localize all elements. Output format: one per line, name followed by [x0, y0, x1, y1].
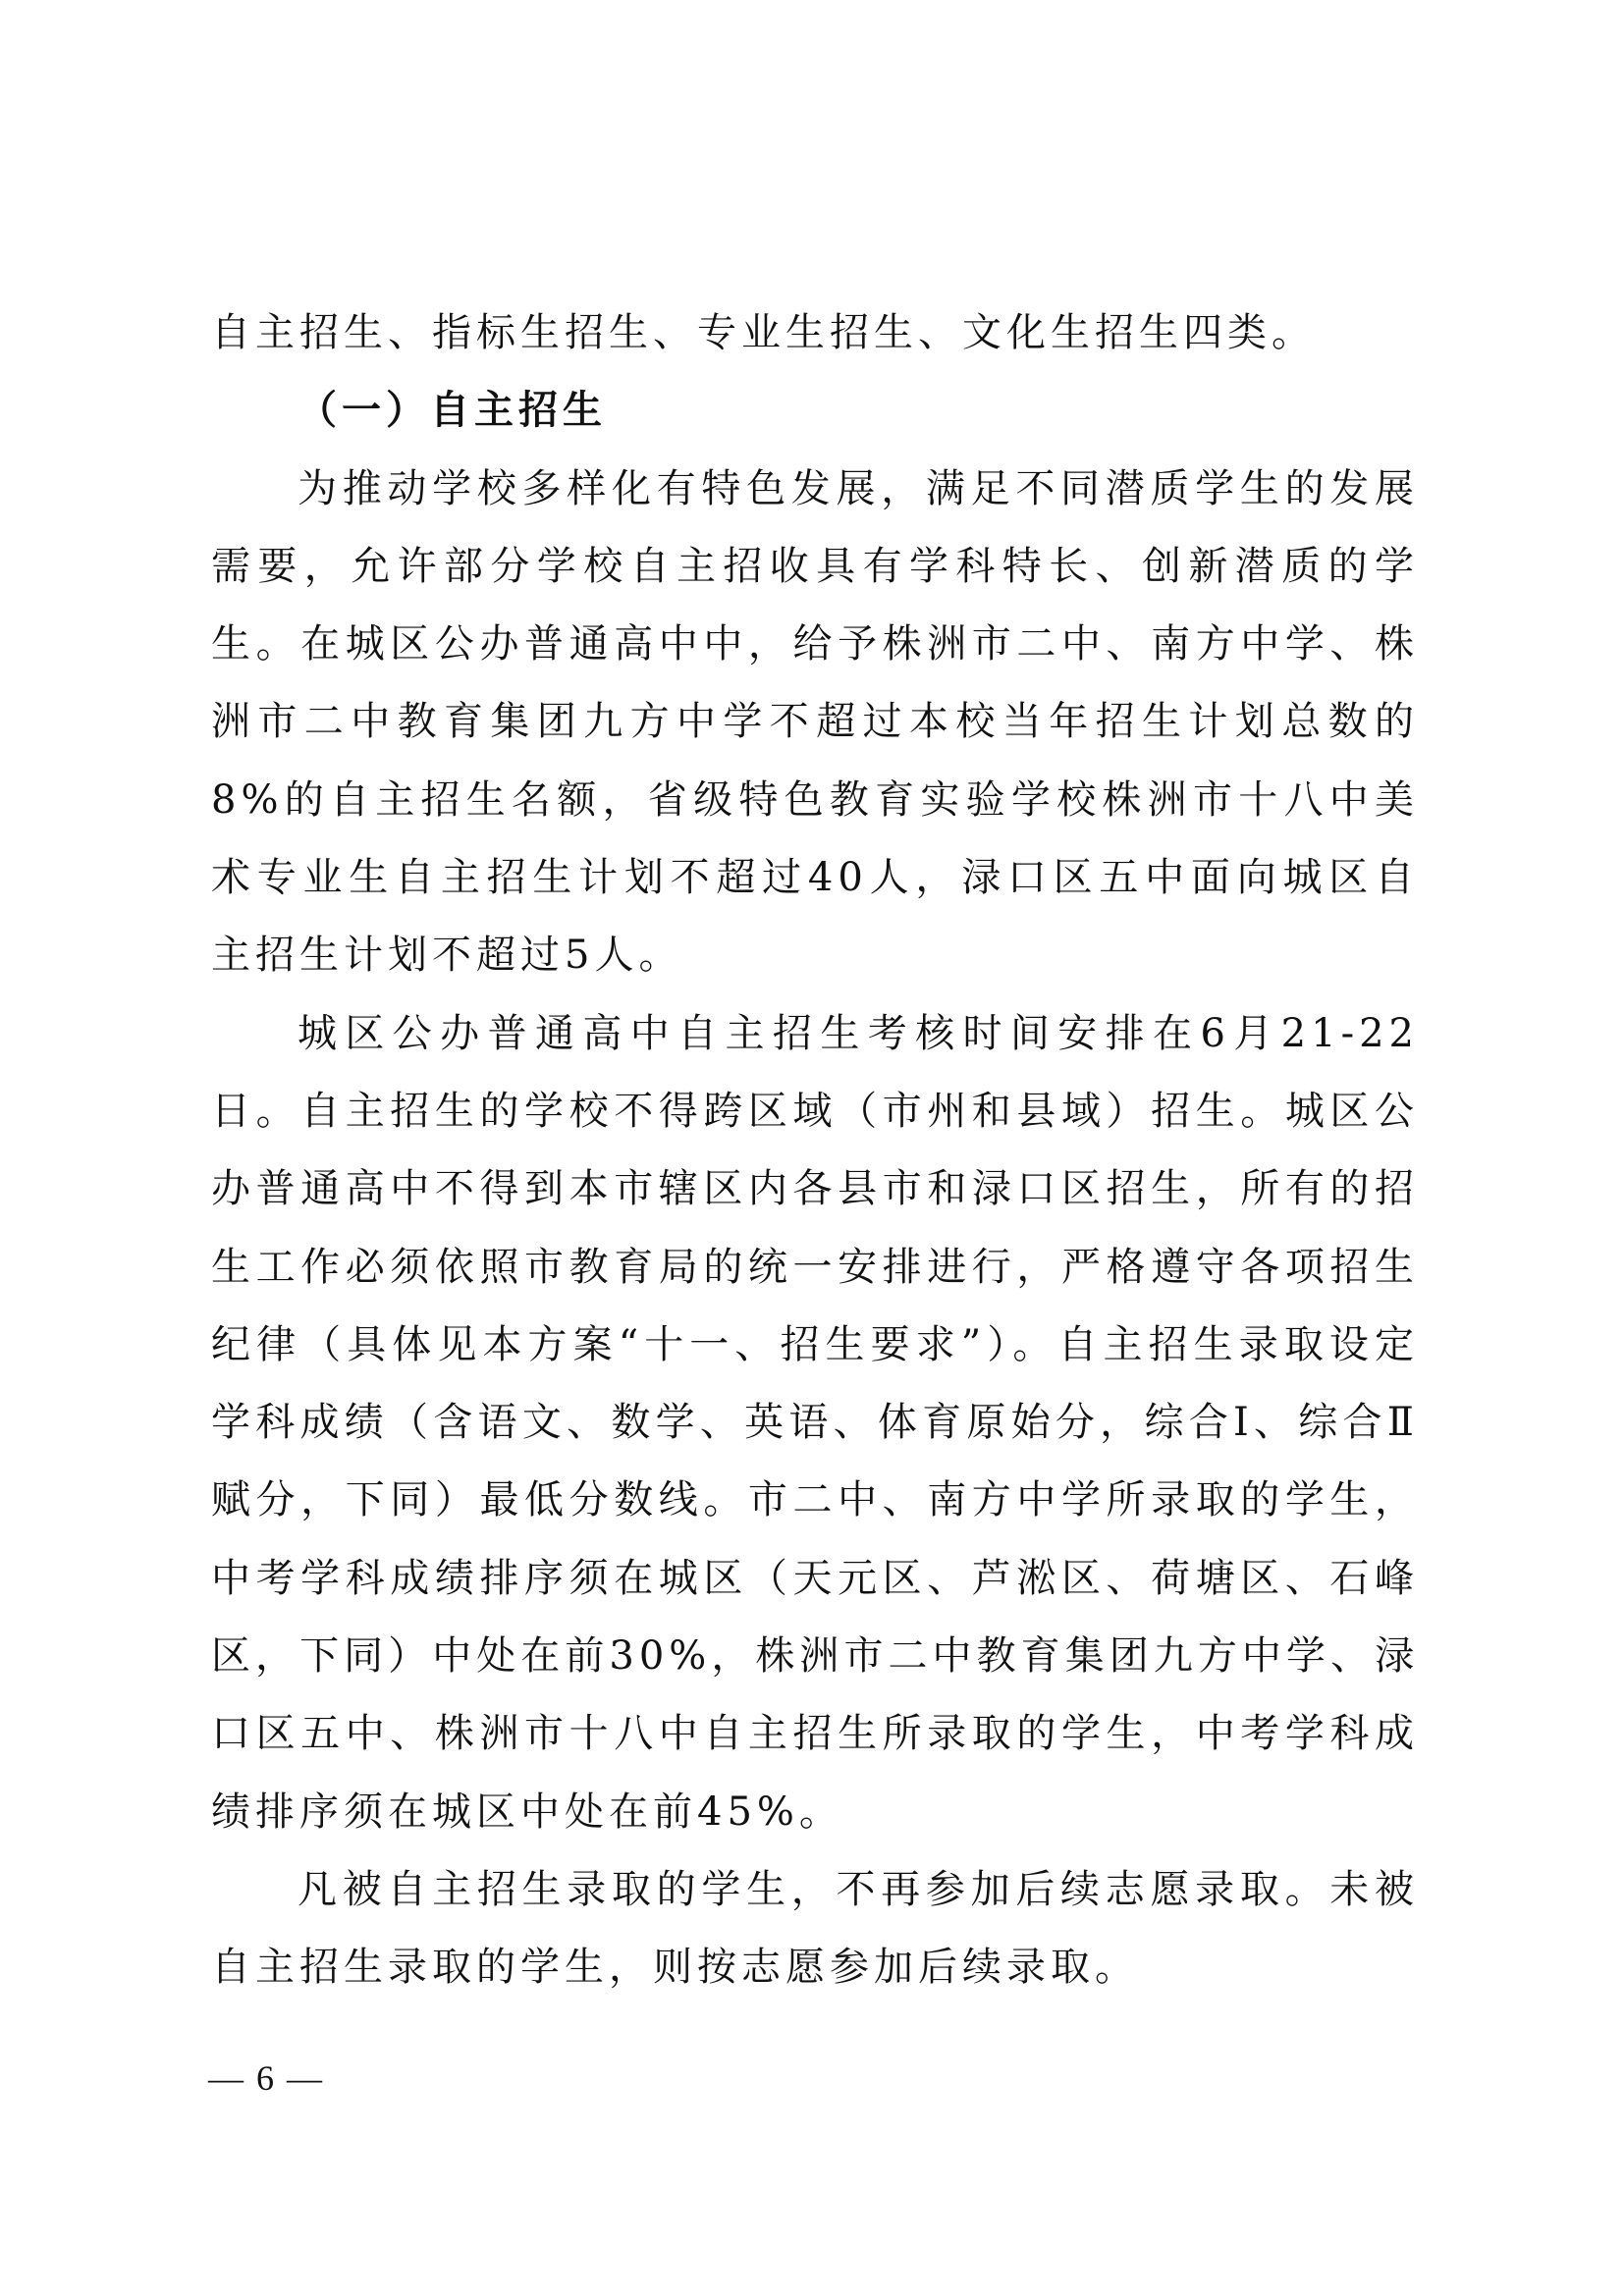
paragraph-continuation: 自主招生、指标生招生、专业生招生、文化生招生四类。: [211, 310, 1316, 355]
page-number: — 6 —: [208, 2058, 324, 2098]
body-text: [211, 294, 1419, 2007]
paragraph-assessment-schedule: 城区公办普通高中自主招生考核时间安排在6月21-22日。自主招生的学校不得跨区域（市州和县域）招生。城区公办普通高中不得到本市辖区内各县市和渌口区招生，所有的招生工作必须依照市教育局的统一安排进行，严格遵守各项招生纪律（具体见本方案“十一、招生要求”）。自主招生录取设定学科成绩（含语文、数学、英语、体育原始分，综合Ⅰ、综合Ⅱ赋分，下同）最低分数线。市二中、南方中学所录取的学生，中考学科成绩排序须在城区（天元区、芦淞区、荷塘区、石峰区，下同）中处在前30%，株洲市二中教育集团九方中学、渌口区五中、株洲市十八中自主招生所录取的学生，中考学科成绩排序须在城区中处在前45%。: [211, 1010, 1419, 1835]
paragraph-admission-rule: 凡被自主招生录取的学生，不再参加后续志愿录取。未被自主招生录取的学生，则按志愿参加后续录取。: [211, 1866, 1419, 1991]
paragraph-self-enrollment-quota: 为推动学校多样化有特色发展，满足不同潜质学生的发展需要，允许部分学校自主招收具有学科特长、创新潜质的学生。在城区公办普通高中中，给予株洲市二中、南方中学、株洲市二中教育集团九方中学不超过本校当年招生计划总数的8%的自主招生名额，省级特色教育实验学校株洲市十八中美术专业生自主招生计划不超过40人，渌口区五中面向城区自主招生计划不超过5人。: [211, 465, 1419, 979]
section-heading: （一）自主招生: [298, 388, 607, 434]
